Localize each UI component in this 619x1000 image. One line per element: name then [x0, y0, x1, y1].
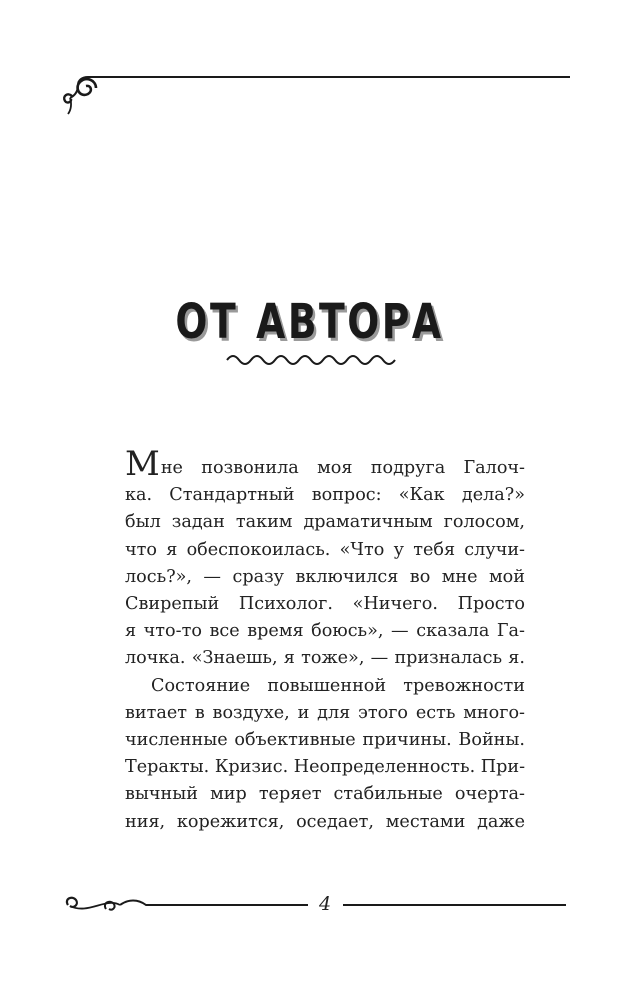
- text-line: Свирепый Психолог. «Ничего. Просто: [125, 594, 525, 615]
- top-corner-ornament: [58, 66, 578, 126]
- text-line: что я обеспокоилась. «Что у тебя случи-: [125, 539, 525, 560]
- text-line: ния, корежится, оседает, местами даже: [125, 811, 525, 832]
- body-text: [125, 444, 526, 836]
- title-wave-divider: [225, 350, 397, 370]
- text-line: я что-то все время боюсь», — сказала Га-: [125, 621, 525, 642]
- paragraph-2: [125, 673, 525, 836]
- text-line: численные объективные причины. Войны.: [125, 730, 525, 751]
- text-line: лочка. «Знаешь, я тоже», — призналась я.: [125, 648, 525, 669]
- text-line: Мне позвонила моя подруга Галоч-: [125, 444, 525, 484]
- title-word-1: ОТ: [175, 292, 239, 350]
- text-line: Теракты. Кризис. Неопределенность. При-: [125, 757, 526, 778]
- text-line: лось?», — сразу включился во мне мой: [125, 566, 525, 587]
- text-line: Состояние повышенной тревожности: [151, 675, 525, 696]
- text-line: витает в воздухе, и для этого есть много-: [125, 702, 525, 723]
- text-line: вычный мир теряет стабильные очерта-: [125, 784, 525, 805]
- page-number: 4: [318, 893, 332, 915]
- chapter-title: [0, 294, 619, 348]
- title-word-2: АВТОРА: [256, 292, 444, 350]
- text-line: был задан таким драматичным голосом,: [125, 512, 525, 533]
- drop-cap: М: [125, 444, 160, 484]
- paragraph-1: [125, 444, 525, 673]
- text-line: ка. Стандартный вопрос: «Как дела?»: [125, 485, 525, 506]
